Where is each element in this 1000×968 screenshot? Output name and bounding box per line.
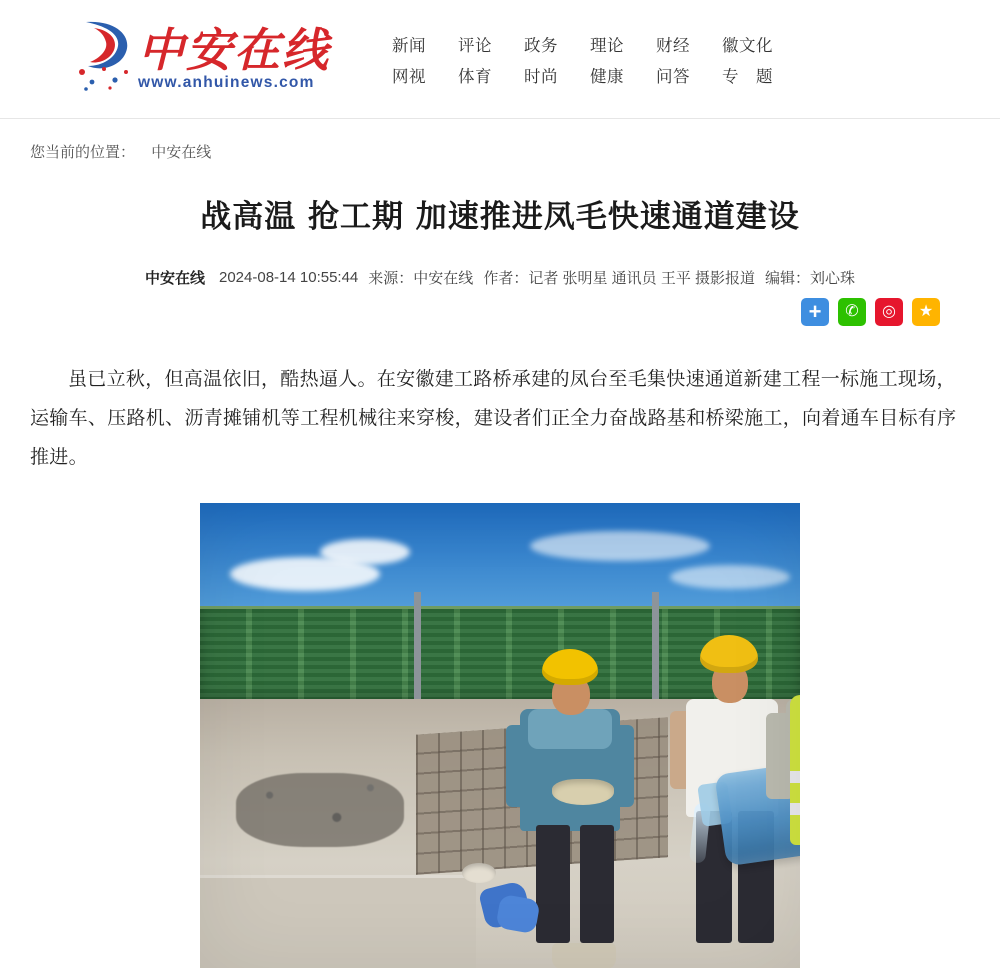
article-figure <box>200 503 800 968</box>
share-bar <box>30 298 970 326</box>
site-logo[interactable] <box>72 16 330 102</box>
photo-fence-post <box>414 592 421 704</box>
nav-item-hui-culture[interactable]: 徽文化 <box>722 37 773 55</box>
photo-yellow-helmet <box>700 635 758 673</box>
meta-source <box>368 267 473 288</box>
meta-datetime: 2024-08-14 10:55:44 <box>218 269 359 287</box>
article-photo <box>200 503 800 968</box>
photo-worker-leg <box>580 825 614 943</box>
logo-dots-decoration <box>74 60 136 94</box>
photo-worker-leg <box>536 825 570 943</box>
logo-wordmark: 中安在线 <box>138 23 330 77</box>
nav-row-secondary <box>392 63 812 87</box>
meta-editor-value: 刘心珠 <box>810 270 856 288</box>
photo-bucket <box>552 943 616 968</box>
page-title: 战高温 抢工期 加速推进凤毛快速通道建设 <box>200 199 800 235</box>
article-paragraph: 虽已立秋，但高温依旧，酷热逼人。在安徽建工路桥承建的凤台至毛集快速通道新建工程一标施工现场，运输车、压路机、沥青摊铺机等工程机械往来穿梭，建设者们正全力奋战路基和桥梁施工，向着通车目标有序推进。 <box>30 368 957 469</box>
meta-source-value: 中安在线 <box>413 270 474 288</box>
meta-source-label: 来源： <box>368 270 414 288</box>
main-navigation <box>392 32 812 94</box>
logo-artwork <box>72 16 330 91</box>
meta-editor <box>765 267 855 288</box>
photo-vest-stripe <box>790 771 800 783</box>
meta-author <box>483 267 755 288</box>
nav-item-finance[interactable]: 财经 <box>656 37 690 55</box>
nav-item-fashion[interactable]: 时尚 <box>524 68 558 86</box>
nav-item-theory[interactable]: 理论 <box>590 37 624 55</box>
photo-yellow-helmet <box>542 649 598 685</box>
share-more-icon[interactable]: + <box>801 298 829 326</box>
nav-item-government[interactable]: 政务 <box>524 37 558 55</box>
photo-concrete-slab <box>200 875 476 968</box>
photo-worker-jacket-highlight <box>528 709 612 749</box>
meta-author-label: 作者： <box>483 270 529 288</box>
site-header <box>0 0 1000 119</box>
meta-author-value: 记者 张明星 通讯员 王平 摄影报道 <box>528 270 755 288</box>
breadcrumb-label: 您当前的位置： <box>30 144 136 161</box>
nav-item-news[interactable]: 新闻 <box>392 37 426 55</box>
photo-cloud <box>530 531 710 561</box>
share-wechat-icon[interactable]: ✆ <box>838 298 866 326</box>
photo-gravel-pile <box>236 773 404 847</box>
breadcrumb-item-current[interactable]: 中安在线 <box>151 144 212 161</box>
nav-item-comment[interactable]: 评论 <box>458 37 492 55</box>
nav-item-special-topic[interactable]: 专 题 <box>722 68 773 86</box>
meta-site-name: 中安在线 <box>144 270 205 288</box>
nav-item-health[interactable]: 健康 <box>590 68 624 86</box>
article-body <box>30 360 970 477</box>
share-favorite-icon[interactable]: ★ <box>912 298 940 326</box>
meta-editor-label: 编辑： <box>765 270 811 288</box>
article-meta <box>30 267 970 288</box>
nav-item-sports[interactable]: 体育 <box>458 68 492 86</box>
nav-item-qa[interactable]: 问答 <box>656 68 690 86</box>
photo-hi-vis-vest <box>790 695 800 845</box>
logo-website-url: www.anhuinews.com <box>138 74 315 91</box>
photo-fence-post <box>652 592 659 704</box>
photo-vest-stripe <box>790 803 800 815</box>
article <box>30 162 970 968</box>
breadcrumb <box>0 119 1000 162</box>
share-weibo-icon[interactable]: ◎ <box>875 298 903 326</box>
nav-row-primary <box>392 32 812 56</box>
nav-item-video[interactable]: 网视 <box>392 68 426 86</box>
